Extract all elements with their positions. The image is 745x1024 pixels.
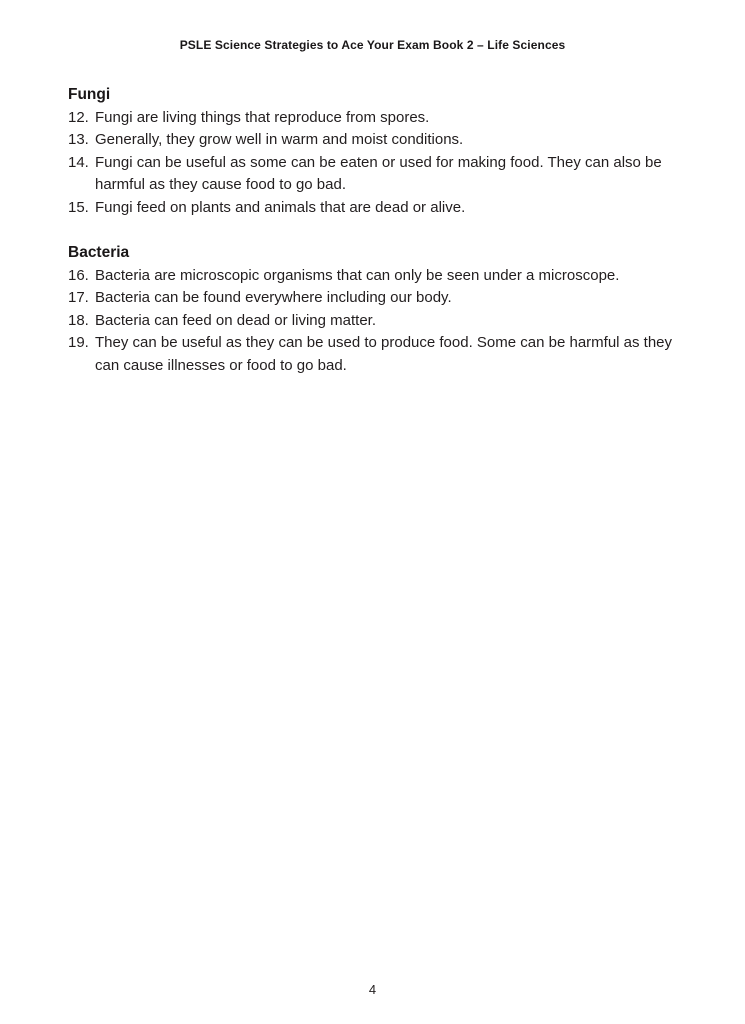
section-heading: Bacteria [68, 244, 130, 261]
list-item [68, 129, 678, 152]
item-number: 14. [68, 153, 89, 171]
item-text: Fungi feed on plants and animals that are dead or alive. [95, 198, 466, 216]
item-text: Bacteria can be found everywhere including our body. [95, 289, 452, 306]
item-number: 12. [68, 108, 89, 126]
item-text: Bacteria are microscopic organisms that can only be seen under a microscope. [95, 266, 620, 284]
item-text: Generally, they grow well in warm and moist conditions. [95, 131, 464, 148]
item-text: Bacteria can feed on dead or living matter. [95, 311, 377, 329]
item-text: Fungi are living things that reproduce from spores. [95, 108, 430, 126]
running-header: PSLE Science Strategies to Ace Your Exam Book 2 – Life Sciences [179, 38, 566, 52]
list-item [68, 287, 678, 310]
section-heading: Fungi [68, 86, 111, 103]
item-text: They can be useful as they can be used to produce food. Some can be harmful as they can cause illnesses or food to go bad. [95, 334, 673, 374]
item-number: 19. [68, 334, 89, 351]
list-item [68, 197, 678, 220]
item-number: 13. [68, 131, 89, 148]
page-number: 4 [368, 982, 377, 997]
item-number: 15. [68, 198, 89, 216]
list-item [68, 152, 678, 197]
list-item [68, 310, 678, 333]
item-number: 18. [68, 311, 89, 329]
item-number: 16. [68, 266, 89, 284]
page-content [68, 84, 678, 400]
section-fungi [68, 84, 678, 219]
list-item [68, 107, 678, 130]
item-text: Fungi can be useful as some can be eaten or used for making food. They can also be harmful as they cause food to go bad. [95, 153, 662, 193]
list-item [68, 332, 678, 377]
item-number: 17. [68, 289, 89, 306]
numbered-list [68, 265, 678, 378]
numbered-list [68, 107, 678, 220]
list-item [68, 265, 678, 288]
section-bacteria [68, 242, 678, 377]
